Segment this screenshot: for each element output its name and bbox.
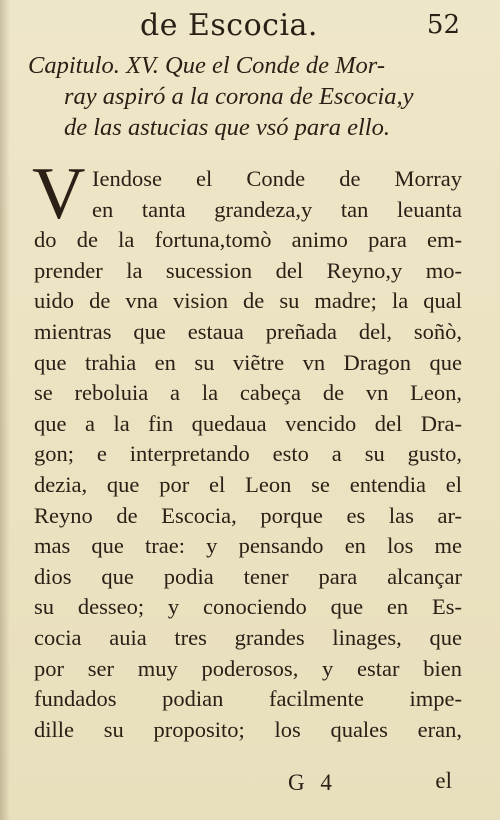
text-line: dezia, que por el Leon se entendia el — [34, 471, 462, 497]
text-line: do de la fortuna,tomò animo para em- — [34, 227, 462, 253]
text-line: dios que podia tener para alcançar — [34, 563, 462, 589]
text-line: en tanta grandeza,y tan leuanta — [92, 196, 462, 222]
body-text — [32, 153, 462, 745]
text-line: gon; e interpretando esto a su gusto, — [34, 441, 462, 467]
text-line: dille su proposito; los quales eran, — [34, 716, 462, 742]
text-line: Iendose el Conde de Morray — [92, 166, 462, 191]
running-head: de Escocia. — [140, 8, 318, 43]
drop-capital: V — [32, 153, 86, 235]
text-line: su desseo; y conociendo que en Es- — [34, 594, 462, 620]
page-header — [0, 8, 500, 48]
catchword: el — [435, 768, 452, 793]
text-line: mientras que estaua preñada del, soñò, — [34, 318, 462, 344]
text-line: se reboluia a la cabeça de vn Leon, — [34, 380, 462, 406]
signature-mark: G 4 — [288, 770, 337, 795]
chapter-heading-line: ray aspiró a la corona de Escocia,y — [64, 83, 414, 110]
text-line: prender la sucession del Reyno,y mo- — [34, 257, 462, 283]
text-line: Reyno de Escocia, porque es las ar- — [34, 502, 462, 528]
page-number: 52 — [426, 10, 460, 40]
text-line: por ser muy poderosos, y estar bien — [34, 655, 462, 681]
chapter-heading-line: Capitulo. XV. Que el Conde de Mor- — [28, 52, 385, 79]
text-line: mas que trae: y pensando en los me — [34, 533, 462, 559]
page-gutter-shadow — [0, 0, 10, 820]
chapter-heading — [28, 50, 472, 143]
chapter-heading-line: de las astucias que vsó para ello. — [64, 114, 390, 141]
text-line: que trahia en su viẽtre vn Dragon que — [34, 349, 462, 375]
text-line: fundados podian facilmente impe- — [34, 686, 462, 712]
text-line: que a la fin quedaua vencido del Dra- — [34, 410, 462, 436]
text-line: uido de vna vision de su madre; la qual — [34, 288, 462, 314]
page-footer — [0, 770, 500, 806]
text-line: cocia auia tres grandes linages, que — [34, 624, 462, 650]
